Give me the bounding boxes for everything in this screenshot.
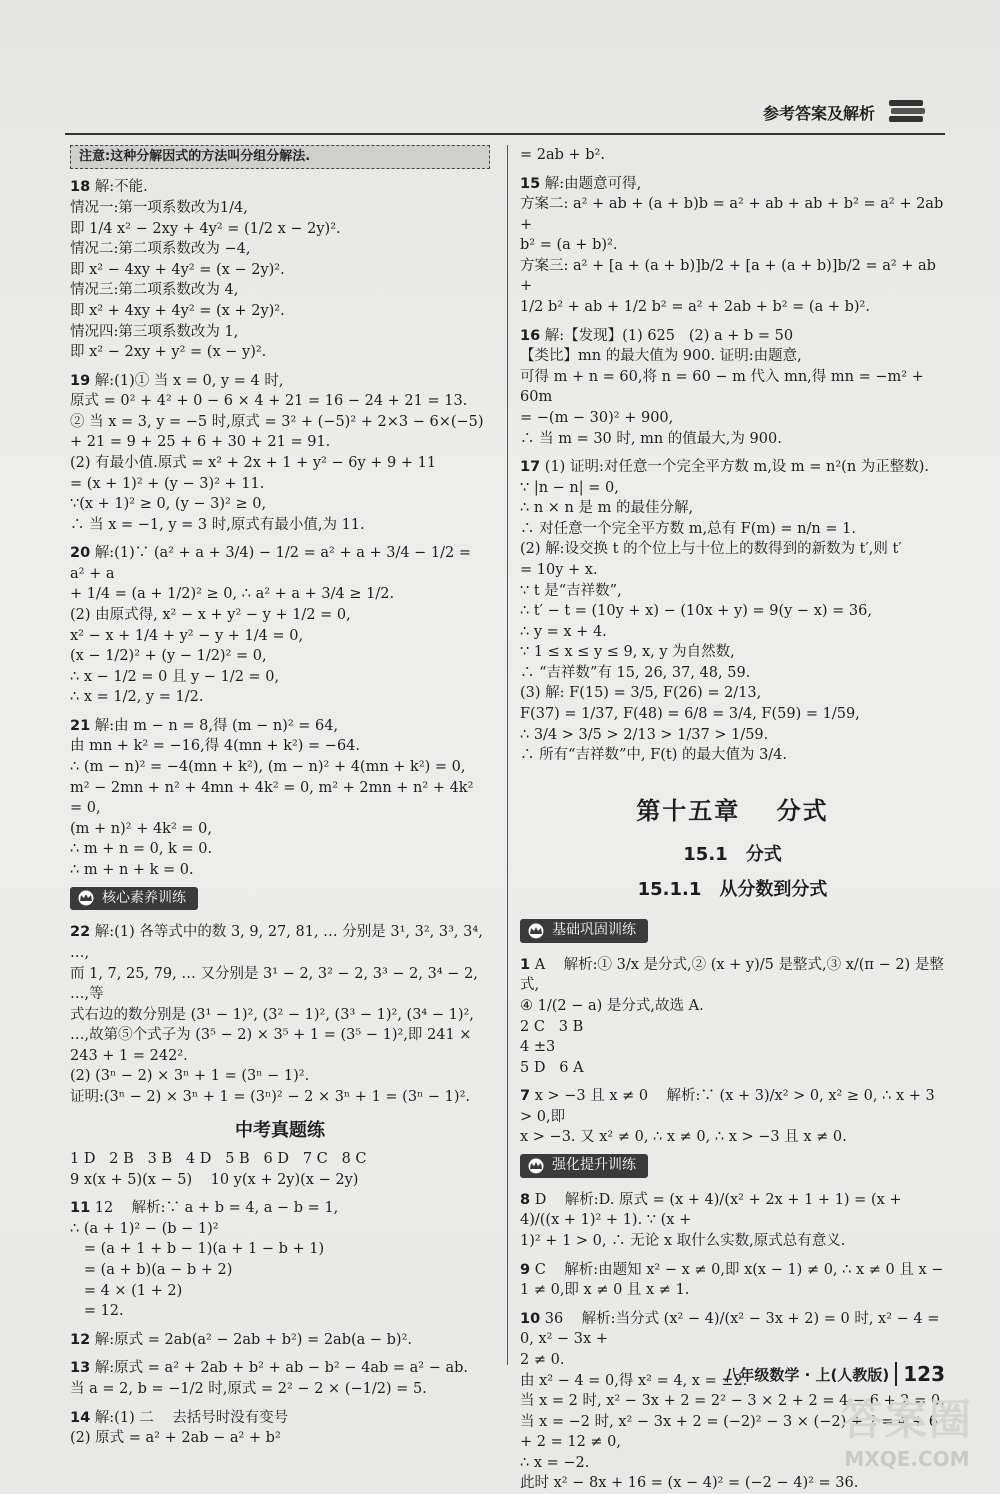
answer-line: [70, 605, 490, 626]
crown-icon: [526, 1158, 546, 1174]
answer-line: [70, 1005, 490, 1026]
watermark-brand: 答案圈: [840, 1395, 973, 1444]
question-number: 8: [520, 1191, 531, 1208]
answer-text: 即 x² + 4xy + 4y² = (x + 2y)².: [70, 302, 285, 319]
answer-text: 情况四:第三项系数改为 1,: [70, 323, 239, 340]
answer-line: [70, 177, 490, 198]
answer-text: ∴ m + n + k = 0.: [70, 861, 194, 878]
answer-text: = 10y + x.: [520, 561, 598, 578]
answer-line: [70, 819, 490, 840]
answer-text: A 解析:① 3/x 是分式,② (x + y)/5 是整式,③ x/(π − 2) 是整式,: [520, 956, 944, 994]
answer-text: 解:原式 = 2ab(a² − 2ab + b²) = 2ab(a − b)².: [94, 1331, 413, 1348]
answer-text: 此时 x² − 8x + 16 = (x − 4)² = (−2 − 4)² = 36.: [520, 1475, 859, 1492]
answer-line: [70, 1281, 490, 1302]
answer-text: m² − 2mn + n² + 4mn + 4k² = 0, m² + 2mn + n² + 4k² = 0,: [70, 779, 479, 817]
question-number: 18: [70, 179, 91, 196]
answer-text: ∴ n × n 是 m 的最佳分解,: [520, 500, 694, 517]
answer-line: [70, 716, 490, 737]
answer-line: [520, 194, 948, 235]
answer-text: = (x + 1)² + (y − 3)² + 11.: [70, 475, 265, 492]
answer-text: ∴ 3/4 > 3/5 > 2/13 > 1/37 > 1/59.: [520, 726, 769, 743]
answer-line: [520, 1280, 945, 1301]
answer-line: [520, 704, 945, 725]
answer-text: + 2 = 12 ≠ 0,: [520, 1434, 622, 1451]
section-row: [520, 1148, 945, 1182]
answer-text: ∴ x − 1/2 = 0 且 y − 1/2 = 0,: [70, 668, 280, 685]
answer-line: [520, 1037, 945, 1058]
note-box: 注意:这种分解因式的方法叫分组分解法.: [70, 145, 490, 169]
answer-text: 解:(1)∵ (a² + a + 3/4) − 1/2 = a² + a + 3/4 − 1/2 = a² + a: [70, 545, 476, 582]
column-divider: [507, 145, 508, 1365]
answer-text: 解:(1) 二 去括号时没有变号: [94, 1409, 289, 1426]
answer-text: 【类比】mn 的最大值为 900. 证明:由题意,: [520, 348, 802, 365]
answer-line: [520, 663, 945, 684]
answer-text: ∴ (m − n)² = −4(mn + k²), (m − n)² + 4(mn + k²) = 0,: [70, 759, 466, 776]
answer-line: [520, 478, 945, 499]
answer-text: 2 ≠ 0.: [520, 1351, 565, 1368]
answer-line: [70, 1428, 490, 1449]
answer-text: 方案三: a² + [a + (a + b)]b/2 + [a + (a + b)]b/2 = a² + ab +: [520, 257, 941, 295]
question-number: 19: [70, 372, 91, 389]
answer-line: [520, 519, 945, 540]
answer-text: …,故第⑤个式子为 (3⁵ − 2) × 3⁵ + 1 = (3⁵ − 1)²,即 241 ×: [70, 1027, 472, 1044]
answer-text: ∴ m + n = 0, k = 0.: [70, 841, 213, 858]
answer-text: ∴ 当 m = 30 时, mn 的值最大,为 900.: [520, 430, 782, 447]
answer-text: 由 x² − 4 = 0,得 x² = 4, x = ±2.: [520, 1372, 748, 1389]
answer-text: ∴ y = x + 4.: [520, 623, 607, 640]
section-header: [520, 1154, 648, 1178]
answer-line: [70, 391, 490, 412]
answer-line: [520, 367, 945, 408]
answer-line: [70, 1025, 490, 1046]
question-number: 12: [70, 1331, 91, 1348]
answer-line: [70, 219, 490, 240]
answer-line: [520, 622, 945, 643]
answer-line: [70, 1330, 490, 1351]
right-column: [520, 145, 948, 1494]
question-number: 22: [70, 924, 91, 941]
answer-text: (2) 有最小值.原式 = x² + 2x + 1 + y² − 6y + 9 + 11: [70, 454, 437, 471]
page-header: [65, 95, 945, 135]
answer-text: x > −3 且 x ≠ 0 解析:∵ (x + 3)/x² > 0, x² ≥ 0, ∴ x + 3 > 0,即: [520, 1088, 940, 1125]
answer-text: (3) 解: F(15) = 3/5, F(26) = 2/13,: [520, 685, 762, 702]
watermark: [832, 1387, 982, 1471]
answer-line: [520, 1260, 945, 1281]
question-number: 21: [70, 717, 91, 734]
answer-line: [70, 667, 490, 688]
answer-text: (2) 解:设交换 t 的个位上与十位上的数得到的新数为 t′,则 t′: [520, 541, 902, 558]
answer-text: 即 1/4 x² − 2xy + 4y² = (1/2 x − 2y)².: [70, 220, 341, 237]
question-number: 15: [520, 175, 541, 192]
answer-line: [70, 198, 490, 219]
answer-text: 而 1, 7, 25, 79, … 又分别是 3¹ − 2, 3² − 2, 3³ − 2, 3⁴ − 2, …,等: [70, 965, 483, 1003]
answer-text: (2) (3ⁿ − 2) × 3ⁿ + 1 = (3ⁿ − 1)².: [70, 1068, 310, 1085]
answer-text: + 1/4 = (a + 1/2)² ≥ 0, ∴ a² + a + 3/4 ≥ 1/2.: [70, 586, 395, 603]
answer-text: ∵ |n − n| = 0,: [520, 479, 619, 496]
left-column: [70, 145, 490, 1449]
answer-line: [520, 346, 945, 367]
answer-text: 即 x² − 2xy + y² = (x − y)².: [70, 344, 267, 361]
answer-line: [70, 1149, 490, 1170]
answer-text: 解:【发现】(1) 625 (2) a + b = 50: [544, 327, 794, 344]
section-label: 强化提升训练: [552, 1157, 636, 1174]
section-label: 基础巩固训练: [552, 921, 636, 938]
answer-text: 即 x² − 4xy + 4y² = (x − 2y)².: [70, 261, 285, 278]
section-row: [70, 881, 490, 915]
answer-line: [520, 1309, 945, 1350]
crown-icon: [76, 890, 96, 906]
answer-line: [520, 642, 945, 663]
question-number: 13: [70, 1360, 91, 1377]
answer-line: [70, 543, 490, 584]
answer-text: 5 D 6 A: [520, 1059, 584, 1076]
answer-line: [520, 256, 945, 297]
answer-text: 36 解析:当分式 (x² − 4)/(x² − 3x + 2) = 0 时, x² − 4 = 0, x² − 3x +: [520, 1310, 944, 1348]
answer-line: [520, 560, 945, 581]
question-number: 17: [520, 459, 541, 476]
answer-text: 1/2 b² + ab + 1/2 b² = a² + 2ab + b² = (a + b)².: [520, 299, 870, 316]
answer-line: [70, 515, 490, 536]
answer-text: (2) 由原式得, x² − x + y² − y + 1/2 = 0,: [70, 607, 351, 624]
answer-text: ∴ t′ − t = (10y + x) − (10x + y) = 9(y − x) = 36,: [520, 603, 872, 620]
answer-line: [70, 322, 490, 343]
answer-text: (1) 证明:对任意一个完全平方数 m,设 m = n²(n 为正整数).: [544, 459, 930, 476]
answer-text: 1 ≠ 0,即 x ≠ 0 且 x ≠ 1.: [520, 1282, 690, 1299]
subsection-title: 15.1 分式: [683, 843, 782, 865]
answer-line: [70, 301, 490, 322]
answer-line: [70, 736, 490, 757]
answer-text: 12 解析:∵ a + b = 4, a − b = 1,: [94, 1200, 339, 1217]
answer-text: 243 + 1 = 242².: [70, 1047, 188, 1064]
answer-text: 解:原式 = a² + 2ab + b² + ab − b² − 4ab = a² − ab.: [94, 1360, 468, 1377]
answer-text: = (a + 1 + b − 1)(a + 1 − b + 1): [70, 1241, 325, 1258]
answer-line: [520, 1086, 945, 1127]
answer-text: 解:由题意可得,: [544, 175, 642, 192]
answer-line: [520, 145, 945, 166]
answer-text: 式右边的数分别是 (3¹ − 1)², (3² − 1)², (3³ − 1)², (3⁴ − 1)²,: [70, 1006, 474, 1023]
section-row: [520, 913, 945, 947]
answer-text: 解:(1)① 当 x = 0, y = 4 时,: [94, 372, 284, 389]
answer-line: [520, 1231, 945, 1252]
answer-line: [520, 581, 945, 602]
answer-line: [70, 584, 490, 605]
answer-line: [70, 1198, 490, 1219]
answer-line: [520, 235, 945, 256]
section-header: [520, 919, 648, 943]
answer-text: 解:由 m − n = 8,得 (m − n)² = 64,: [94, 717, 339, 734]
answer-text: 方案二: a² + ab + (a + b)b = a² + ab + ab + b² = a² + 2ab +: [520, 196, 948, 233]
answer-text: ∵(x + 1)² ≥ 0, (y − 3)² ≥ 0,: [70, 496, 267, 513]
answer-line: [70, 342, 490, 363]
answer-text: 4 ±3: [520, 1039, 556, 1056]
answer-line: [70, 432, 490, 453]
answer-line: [520, 429, 945, 450]
answer-line: [70, 964, 490, 1005]
answer-text: D 解析:D. 原式 = (x + 4)/(x² + 2x + 1 + 1) = (x + 4)/((x + 1)² + 1). ∵ (x +: [520, 1191, 907, 1229]
answer-line: [70, 371, 490, 392]
answer-text: 1 D 2 B 3 B 4 D 5 B 6 D 7 C 8 C: [70, 1151, 367, 1168]
question-number: 20: [70, 545, 91, 562]
answer-line: [70, 280, 490, 301]
book-stack-icon: [887, 97, 927, 127]
answer-line: [70, 778, 490, 819]
answer-line: [520, 1058, 945, 1079]
answer-line: [520, 457, 945, 478]
answer-text: ∴ 对任意一个完全平方数 m,总有 F(m) = n/n = 1.: [520, 520, 856, 537]
answer-line: [70, 1066, 490, 1087]
answer-text: (2) 原式 = a² + 2ab − a² + b²: [70, 1430, 281, 1447]
answer-line: [520, 297, 945, 318]
answer-line: [520, 408, 945, 429]
page-number: 123: [895, 1362, 945, 1386]
answer-line: [70, 1358, 490, 1379]
answer-text: C 解析:由题知 x² − x ≠ 0,即 x(x − 1) ≠ 0, ∴ x ≠ 0 且 x −: [534, 1261, 944, 1278]
section-label: 核心素养训练: [102, 889, 186, 906]
answer-text: 情况二:第二项系数改为 −4,: [70, 241, 251, 258]
chapter-title: 第十五章 分式: [636, 796, 829, 825]
answer-line: [520, 1017, 945, 1038]
watermark-site: MXQE.COM: [844, 1447, 970, 1471]
answer-line: [70, 626, 490, 647]
answer-text: 证明:(3ⁿ − 2) × 3ⁿ + 1 = (3ⁿ)² − 2 × 3ⁿ + 1 = (3ⁿ − 1)².: [70, 1089, 470, 1106]
answer-text: ∴ 所有“吉祥数”中, F(t) 的最大值为 3/4.: [520, 747, 788, 764]
answer-line: [520, 601, 945, 622]
answer-text: ∴ 当 x = −1, y = 3 时,原式有最小值,为 11.: [70, 516, 365, 533]
answer-line: [70, 474, 490, 495]
answer-line: [70, 260, 490, 281]
header-title: 参考答案及解析: [762, 104, 875, 123]
question-number: 1: [520, 956, 531, 973]
answer-line: [520, 745, 945, 766]
answer-text: = 4 × (1 + 2): [70, 1282, 183, 1299]
answer-line: [70, 1239, 490, 1260]
answer-text: 当 x = −2 时, x² − 3x + 2 = (−2)² − 3 × (−2) + 2 = 4 + 6: [520, 1413, 939, 1430]
answer-text: 2 C 3 B: [520, 1018, 584, 1035]
section-header: [70, 887, 198, 911]
answer-line: [70, 453, 490, 474]
question-number: 11: [70, 1200, 91, 1217]
answer-text: = −(m − 30)² + 900,: [520, 409, 674, 426]
subsection-title: 15.1.1 从分数到分式: [637, 879, 828, 901]
answer-line: [70, 646, 490, 667]
answer-line: [70, 757, 490, 778]
question-number: 7: [520, 1088, 531, 1105]
page-footer: [724, 1362, 945, 1386]
answer-text: 当 a = 2, b = −1/2 时,原式 = 2² − 2 × (−1/2) = 5.: [70, 1380, 427, 1397]
answer-text: + 21 = 9 + 25 + 6 + 30 + 21 = 91.: [70, 434, 331, 451]
answer-text: b² = (a + b)².: [520, 237, 618, 254]
answer-text: 1)² + 1 > 0, ∴ 无论 x 取什么实数,原式总有意义.: [520, 1233, 846, 1250]
answer-line: [70, 1219, 490, 1240]
answer-text: 由 mn + k² = −16,得 4(mn + k²) = −64.: [70, 738, 361, 755]
answer-text: 情况三:第二项系数改为 4,: [70, 282, 239, 299]
answer-text: (m + n)² + 4k² = 0,: [70, 820, 212, 837]
answer-line: [70, 1379, 490, 1400]
answer-line: [520, 683, 945, 704]
answer-line: [70, 1046, 490, 1067]
answer-text: = 2ab + b².: [520, 147, 605, 163]
answer-line: [70, 1170, 490, 1191]
answer-line: [70, 922, 490, 963]
answer-text: ∵ t 是“吉祥数”,: [520, 582, 622, 599]
answer-text: ② 当 x = 3, y = −5 时,原式 = 3² + (−5)² + 2×3 − 6×(−5): [70, 413, 484, 430]
question-number: 16: [520, 327, 541, 344]
answer-text: ∴ “吉祥数”有 15, 26, 37, 48, 59.: [520, 664, 751, 681]
answer-line: [520, 1190, 945, 1231]
answer-line: [70, 239, 490, 260]
answer-line: [520, 326, 945, 347]
answer-line: [520, 996, 945, 1017]
answer-line: [520, 725, 945, 746]
answer-line: [70, 1087, 490, 1108]
crown-icon: [526, 923, 546, 939]
answer-text: ∴ x = 1/2, y = 1/2.: [70, 689, 204, 706]
answer-line: [520, 539, 945, 560]
answer-text: = 12.: [70, 1303, 124, 1320]
answer-line: [520, 1127, 945, 1148]
answer-text: = (a + b)(a − b + 2): [70, 1262, 233, 1279]
answer-line: [70, 839, 490, 860]
answer-text: (x − 1/2)² + (y − 1/2)² = 0,: [70, 648, 267, 665]
answer-line: [520, 174, 945, 195]
answer-text: 解:不能.: [94, 179, 148, 196]
answer-text: x² − x + 1/4 + y² − y + 1/4 = 0,: [70, 627, 304, 644]
answer-text: ④ 1/(2 − a) 是分式,故选 A.: [520, 997, 704, 1014]
answer-line: [70, 1408, 490, 1429]
answer-text: 原式 = 0² + 4² + 0 − 6 × 4 + 21 = 16 − 24 + 21 = 13.: [70, 393, 468, 410]
answer-line: [70, 687, 490, 708]
answer-text: 解:(1) 各等式中的数 3, 9, 27, 81, … 分别是 3¹, 3², 3³, 3⁴, …,: [70, 924, 488, 961]
answer-text: 情况一:第一项系数改为1/4,: [70, 200, 248, 217]
question-number: 10: [520, 1310, 541, 1327]
question-number: 9: [520, 1261, 531, 1278]
answer-text: ∴ (a + 1)² − (b − 1)²: [70, 1220, 219, 1237]
answer-text: 可得 m + n = 60,将 n = 60 − m 代入 mn,得 mn = −m² + 60m: [520, 368, 929, 406]
answer-line: [70, 860, 490, 881]
answer-line: [520, 955, 945, 996]
answer-line: [70, 1260, 490, 1281]
answer-text: ∴ x = −2.: [520, 1454, 590, 1471]
section-title: 中考真题练: [235, 1119, 325, 1141]
answer-text: 9 x(x + 5)(x − 5) 10 y(x + 2y)(x − 2y): [70, 1171, 359, 1188]
answer-line: [520, 498, 945, 519]
answer-text: ∵ 1 ≤ x ≤ y ≤ 9, x, y 为自然数,: [520, 644, 735, 661]
question-number: 14: [70, 1409, 91, 1426]
answer-line: [70, 1301, 490, 1322]
book-label: 八年级数学 · 上(人教版): [724, 1365, 890, 1384]
answer-line: [70, 412, 490, 433]
answer-text: F(37) = 1/37, F(48) = 6/8 = 3/4, F(59) = 1/59,: [520, 706, 860, 723]
answer-text: x > −3. 又 x² ≠ 0, ∴ x ≠ 0, ∴ x > −3 且 x ≠ 0.: [520, 1129, 847, 1146]
answer-line: [70, 494, 490, 515]
answer-text: 当 x = 2 时, x² − 3x + 2 = 2² − 3 × 2 + 2 = 4 − 6 + 2 = 0,: [520, 1393, 945, 1410]
